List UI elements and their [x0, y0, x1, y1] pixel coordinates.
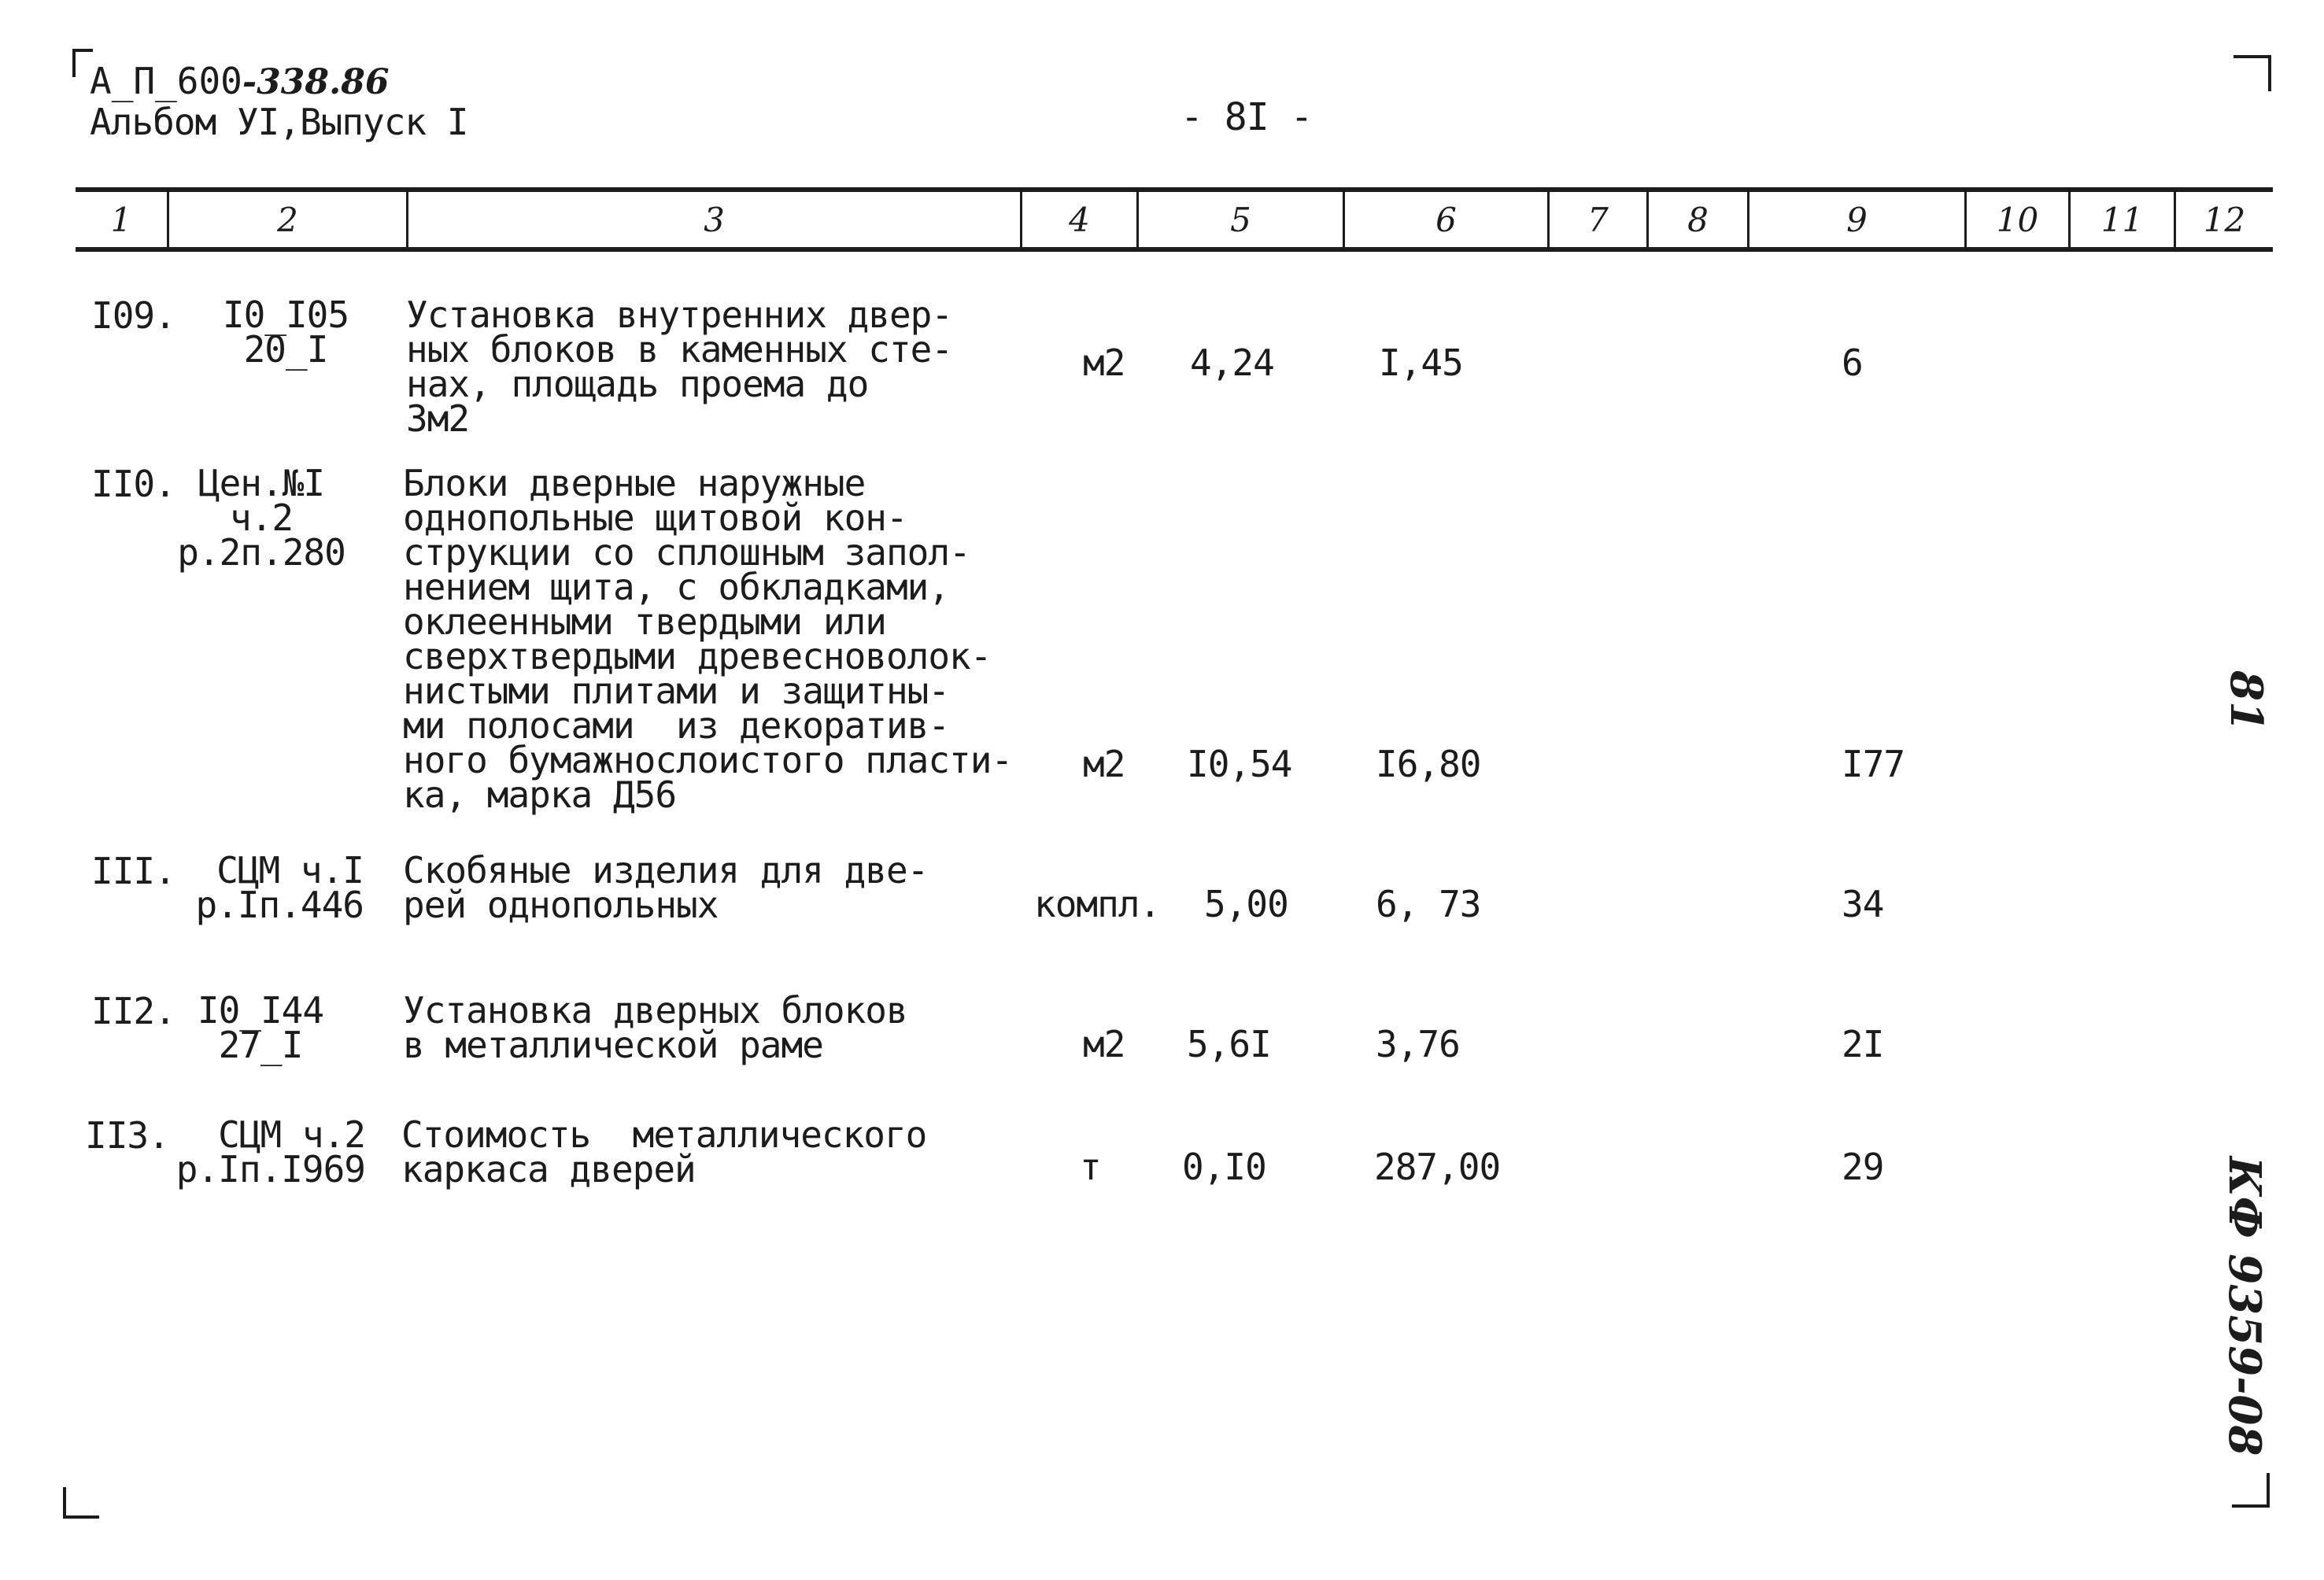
row-price: 3,76 — [1376, 1023, 1460, 1065]
code-line: р.Iп.I969 — [176, 1148, 365, 1191]
row-code — [189, 849, 364, 926]
column-header: 7 — [1587, 200, 1609, 239]
row-price: I,45 — [1379, 341, 1463, 384]
column-header: 1 — [110, 200, 132, 239]
row-price: 6, 73 — [1376, 883, 1481, 925]
row-number: I09. — [91, 294, 176, 337]
column-header: 3 — [704, 200, 725, 239]
description-line: 3м2 — [406, 397, 470, 440]
row-code — [175, 462, 348, 574]
description-line: Установка дверных блоков — [403, 989, 907, 1032]
description-line: Скобяные изделия для две- — [403, 849, 929, 892]
row-quantity: 5,00 — [1204, 883, 1288, 925]
description-line: ми полосами из декоратив- — [403, 704, 950, 747]
column-header: 9 — [1846, 200, 1868, 239]
column-header: 6 — [1435, 200, 1457, 239]
row-code — [168, 1113, 365, 1191]
column-header: 10 — [1996, 200, 2039, 239]
row-quantity: 4,24 — [1190, 341, 1274, 384]
column-header: 4 — [1069, 200, 1090, 239]
row-total: I77 — [1842, 743, 1905, 785]
row-unit: м2 — [1083, 341, 1125, 384]
row-unit: компл. — [1034, 883, 1161, 925]
row-price: 287,00 — [1374, 1146, 1501, 1188]
description-line: нах, площадь проема до — [406, 363, 869, 405]
row-total: 34 — [1842, 883, 1884, 925]
row-description — [406, 293, 953, 440]
column-header: 8 — [1687, 200, 1709, 239]
archive-code: КФ 9359-08 — [2219, 1156, 2270, 1456]
description-line: однопольные щитовой кон- — [403, 497, 907, 539]
column-header: 2 — [277, 200, 298, 239]
row-unit: т — [1080, 1146, 1101, 1188]
row-total: 6 — [1842, 341, 1863, 384]
row-description — [403, 462, 1013, 816]
row-code — [194, 989, 327, 1066]
description-line: ного бумажнослоистого пласти- — [403, 739, 1013, 781]
description-line: сверхтвердыми древесноволок- — [403, 635, 992, 677]
description-line: Установка внутренних двер- — [406, 293, 953, 336]
row-quantity: 0,I0 — [1182, 1146, 1266, 1188]
code-line: 27_I — [218, 1024, 303, 1066]
row-description — [403, 989, 907, 1066]
row-description — [403, 849, 929, 926]
row-number: II2. — [91, 990, 176, 1032]
code-line: р.Iп.446 — [195, 884, 364, 926]
code-line: р.2п.280 — [177, 531, 345, 574]
document-code — [90, 60, 390, 102]
description-line: ных блоков в каменных сте- — [406, 328, 953, 371]
page-number: - 8I - — [1180, 95, 1313, 139]
album-title: Альбом УI,Выпуск I — [90, 101, 468, 143]
column-header: 12 — [2203, 200, 2246, 239]
description-line: ка, марка Д56 — [403, 773, 677, 816]
document-code-printed: А_П_600 — [90, 60, 242, 102]
row-quantity: 5,6I — [1187, 1023, 1271, 1065]
row-total: 2I — [1842, 1023, 1884, 1065]
row-number: II0. — [91, 463, 176, 505]
description-line: нением щита, с обкладками, — [403, 566, 950, 608]
code-line: Цен.№I — [198, 462, 325, 504]
code-line: СЦМ ч.I — [216, 849, 364, 892]
column-header: 11 — [2100, 200, 2144, 239]
code-line: I0_I44 — [197, 989, 324, 1032]
row-price: I6,80 — [1376, 743, 1481, 785]
row-total: 29 — [1842, 1146, 1884, 1188]
row-unit: м2 — [1083, 743, 1125, 785]
description-line: нистыми плитами и защитны- — [403, 670, 950, 712]
document-code-handwritten: -338.86 — [242, 62, 390, 102]
code-line: 20_I — [243, 328, 328, 371]
row-unit: м2 — [1083, 1023, 1125, 1065]
row-number: III. — [91, 850, 176, 892]
code-line: ч.2 — [229, 497, 294, 539]
description-line: рей однопольных — [403, 884, 719, 926]
code-line: I0_I05 — [222, 293, 349, 336]
description-line: струкции со сплошным запол- — [403, 531, 970, 574]
row-description — [401, 1113, 927, 1191]
corner-mark-top-right — [2233, 55, 2271, 91]
row-code — [219, 293, 353, 371]
corner-mark-bottom-left — [63, 1487, 99, 1519]
description-line: Стоимость металлического — [401, 1113, 927, 1156]
description-line: в металлической раме — [403, 1024, 823, 1066]
margin-page-number: 81 — [2220, 670, 2272, 732]
code-line: СЦМ ч.2 — [218, 1113, 365, 1156]
description-line: каркаса дверей — [401, 1148, 696, 1191]
description-line: Блоки дверные наружные — [403, 462, 866, 504]
column-header: 5 — [1230, 200, 1251, 239]
description-line: оклеенными твердыми или — [403, 600, 886, 643]
row-quantity: I0,54 — [1187, 743, 1292, 785]
row-number: II3. — [85, 1114, 169, 1157]
